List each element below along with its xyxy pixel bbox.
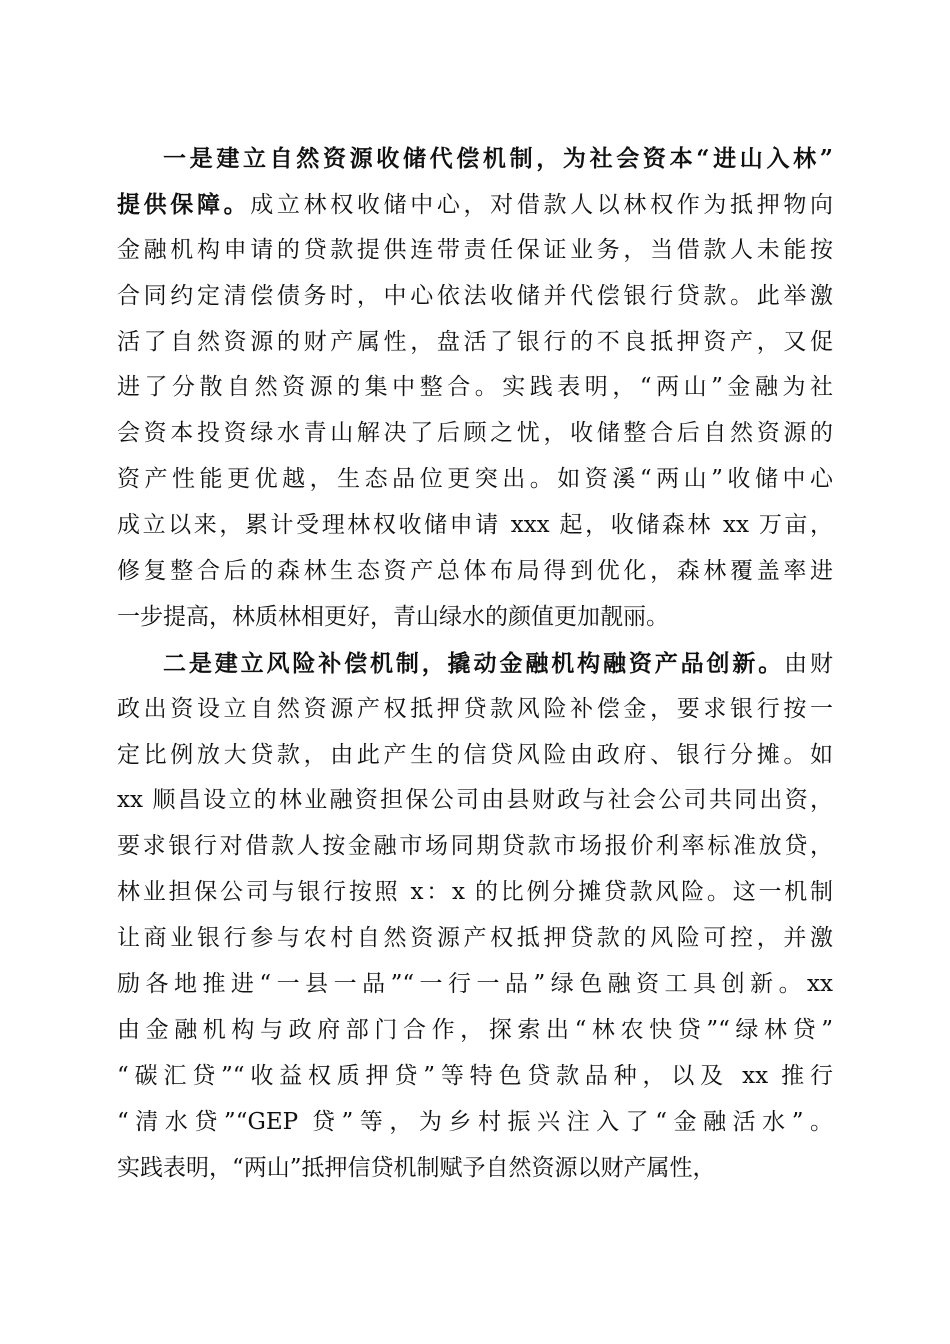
paragraph-1-line: 修复整合后的森林生态资产总体布局得到优化，森林覆盖率进 bbox=[117, 558, 833, 585]
paragraph-1-line: 会资本投资绿水青山解决了后顾之忧，收储整合后自然资源的 bbox=[117, 420, 833, 447]
paragraph-1-line: 活了自然资源的财产属性，盘活了银行的不良抵押资产，又促 bbox=[117, 328, 833, 355]
paragraph-2-line: xx 顺昌设立的林业融资担保公司由县财政与社会公司共同出资， bbox=[117, 787, 833, 814]
paragraph-2-line: 由金融机构与政府部门合作，探索出“林农快贷”“绿林贷” bbox=[117, 1016, 833, 1043]
paragraph-2-line: 政出资设立自然资源产权抵押贷款风险补偿金，要求银行按一 bbox=[117, 695, 833, 722]
paragraph-2-line: 实践表明，“两山”抵押信贷机制赋予自然资源以财产属性， bbox=[117, 1154, 716, 1181]
paragraph-2-line: “碳汇贷”“收益权质押贷”等特色贷款品种，以及 xx 推行 bbox=[117, 1062, 833, 1089]
paragraph-2-line: 定比例放大贷款，由此产生的信贷风险由政府、银行分摊。如 bbox=[117, 741, 833, 768]
paragraph-1-line: 成立以来，累计受理林权收储申请 xxx 起，收储森林 xx 万亩， bbox=[117, 512, 833, 539]
paragraph-1-line: 金融机构申请的贷款提供连带责任保证业务，当借款人未能按 bbox=[117, 236, 833, 263]
paragraph-1-line bbox=[117, 182, 833, 228]
paragraph-2-line: 让商业银行参与农村自然资源产权抵押贷款的风险可控，并激 bbox=[117, 925, 833, 952]
paragraph-1-line: 进了分散自然资源的集中整合。实践表明，“两山”金融为社 bbox=[117, 374, 833, 401]
paragraph-1-heading: 一是建立自然资源收储代偿机制，为社会资本“进山入林” bbox=[163, 145, 833, 172]
paragraph-1-heading-end: 提供保障。 bbox=[117, 190, 251, 218]
paragraph-1 bbox=[117, 136, 833, 641]
paragraph-1-line: 一步提高，林质林相更好，青山绿水的颜值更加靓丽。 bbox=[117, 603, 669, 630]
paragraph-1-line: 合同约定清偿债务时，中心依法收储并代偿银行贷款。此举激 bbox=[117, 282, 833, 309]
paragraph-2-line: 要求银行对借款人按金融市场同期贷款市场报价利率标准放贷， bbox=[117, 833, 833, 860]
paragraph-2 bbox=[117, 641, 833, 1192]
paragraph-1-line-text: 成立林权收储中心，对借款人以林权作为抵押物向 bbox=[250, 191, 834, 218]
paragraph-2-line: 林业担保公司与银行按照 x：x 的比例分摊贷款风险。这一机制 bbox=[117, 879, 833, 906]
paragraph-2-line-text: 由财 bbox=[784, 650, 834, 677]
document-body bbox=[117, 136, 833, 1191]
paragraph-1-line: 资产性能更优越，生态品位更突出。如资溪“两山”收储中心 bbox=[117, 466, 833, 493]
paragraph-2-heading: 二是建立风险补偿机制，撬动金融机构融资产品创新。 bbox=[163, 649, 785, 677]
paragraph-2-line: “清水贷”“GEP 贷”等，为乡村振兴注入了“金融活水”。 bbox=[117, 1108, 833, 1135]
paragraph-2-line: 励各地推进“一县一品”“一行一品”绿色融资工具创新。xx bbox=[117, 971, 833, 998]
paragraph-2-line bbox=[117, 641, 833, 687]
